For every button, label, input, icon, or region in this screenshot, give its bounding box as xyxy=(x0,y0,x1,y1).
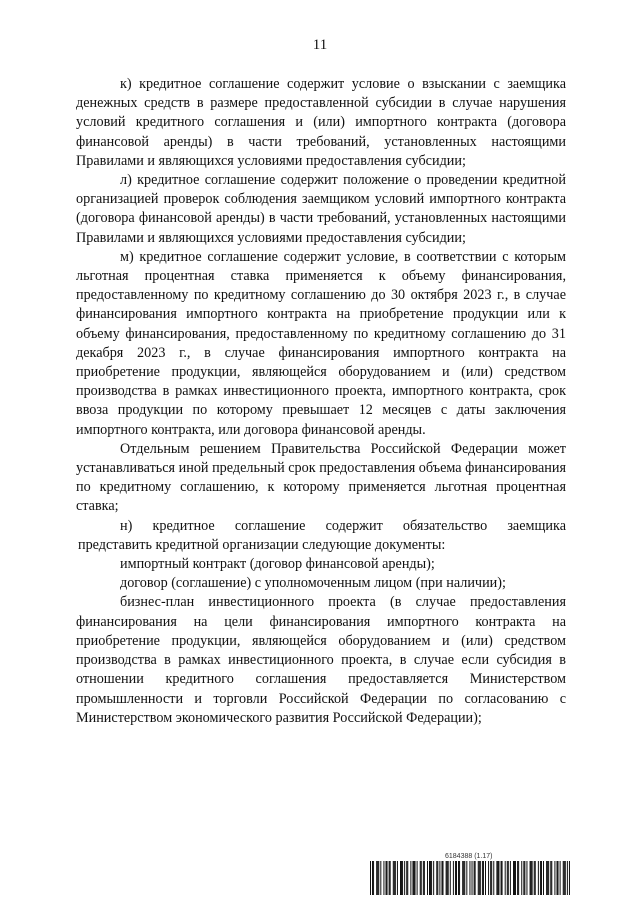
barcode-bar xyxy=(551,861,552,895)
barcode-bar xyxy=(543,861,544,895)
barcode-bar xyxy=(474,861,475,895)
list-item-business-plan: бизнес-план инвестиционного проекта (в случае предоставления финансирования на цели финансирования импортного контракта на приобретение продукции, являющейся оборудованием и (или) средством производства в рамках инвестиционного проекта, в случае если субсидия в отношении кредитного соглашения предоставляется Министерством промышленности и торговли Российской Федерации по согласованию с Министерством экономического развития Российской Федерации); xyxy=(76,594,566,726)
paragraph-m: м) кредитное соглашение содержит условие, в соответствии с которым льготная процентная ставка применяется к объему финансирования, предоставленному по кредитному соглашению до 30 октября 2023 г., в случае финансирования импортного контракта на приобретение продукции или к объему финансирования, предоставленному по кредитному соглашению до 31 декабря 2023 г., в случае финансирования импортного контракта на приобретение продукции, являющейся оборудованием и (или) средством производства в рамках инвестиционного проекта, импортного контракта, срок ввоза продукции по которому превышает 12 месяцев с даты заключения импортного контракта, или договора финансовой аренды. xyxy=(76,248,566,438)
barcode-code: 6184388 (1.17) xyxy=(445,853,493,860)
barcode-bar xyxy=(389,861,390,895)
paragraph-k: к) кредитное соглашение содержит условие о взыскании с заемщика денежных средств в размере предоставленной субсидии в случае нарушения условий кредитного соглашения и (или) импортного контракта (договора финансовой аренды) в части требований, установленных настоящими Правилами и являющихся условиями предоставления субсидии; xyxy=(76,76,566,169)
barcode-bar xyxy=(472,861,473,895)
barcode-bar xyxy=(535,861,536,895)
barcode-bar xyxy=(550,861,551,895)
barcode-bar xyxy=(540,861,541,895)
page-number: 11 xyxy=(312,37,328,53)
barcode-bar xyxy=(421,861,422,895)
barcode-bar xyxy=(498,861,499,895)
barcode-bar xyxy=(458,861,459,895)
barcode-bar xyxy=(463,861,464,895)
barcode-bar xyxy=(415,861,416,895)
barcode-bar xyxy=(459,861,460,895)
barcode-bar xyxy=(437,861,438,895)
paragraph-l: л) кредитное соглашение содержит положение о проведении кредитной организацией проверок соблюдения заемщиком условий импортного контракта (договора финансовой аренды) в части требований, установленных настоящими Правилами и являющихся условиями предоставления субсидии; xyxy=(76,172,566,246)
barcode-bar xyxy=(518,861,519,895)
barcode-bar xyxy=(564,861,565,895)
barcode-bar xyxy=(505,861,506,895)
barcode-bar xyxy=(443,861,444,895)
barcode-bar xyxy=(401,861,402,895)
barcode-bar xyxy=(513,861,514,895)
barcode-bar xyxy=(558,861,559,895)
barcode-bar xyxy=(569,861,570,895)
barcode-bar xyxy=(560,861,561,895)
barcode-bar xyxy=(563,861,564,895)
barcode-bar xyxy=(475,861,476,895)
barcode-bar xyxy=(565,861,566,895)
barcode-bar xyxy=(482,861,483,895)
barcode-bar xyxy=(406,861,407,895)
barcode-bar xyxy=(469,861,470,895)
barcode-bar xyxy=(414,861,415,895)
barcode-bar xyxy=(488,861,489,895)
barcode-bar xyxy=(517,861,518,895)
barcode-bar xyxy=(493,861,494,895)
barcode-bar xyxy=(372,861,373,895)
barcode-bar xyxy=(407,861,408,895)
barcode-bar xyxy=(523,861,524,895)
barcode-bar xyxy=(479,861,480,895)
barcode-image xyxy=(370,861,570,895)
paragraph-n-continued: представить кредитной организации следующие документы: xyxy=(78,536,446,553)
barcode-bar xyxy=(532,861,533,895)
barcode-bar xyxy=(547,861,548,895)
barcode-bar xyxy=(507,861,508,895)
list-item-import-contract: импортный контракт (договор финансовой аренды); xyxy=(120,556,435,573)
barcode-bar xyxy=(462,861,463,895)
barcode-bar xyxy=(480,861,481,895)
barcode-bar xyxy=(448,861,449,895)
barcode-bar xyxy=(370,861,371,895)
barcode-bar xyxy=(387,861,388,895)
barcode-bar xyxy=(508,861,509,895)
barcode-bar xyxy=(478,861,479,895)
barcode-bar xyxy=(546,861,547,895)
barcode-bar xyxy=(417,861,418,895)
barcode-bar xyxy=(446,861,447,895)
barcode-bar xyxy=(386,861,387,895)
paragraph-government-decision: Отдельным решением Правительства Российской Федерации может устанавливаться иной предельный срок предоставления объема финансирования по кредитному соглашению, к которому применяется льготная процентная ставка; xyxy=(76,440,566,515)
barcode-bar xyxy=(514,861,515,895)
barcode-bar xyxy=(501,861,502,895)
barcode-bar xyxy=(412,861,413,895)
barcode-bar xyxy=(397,861,398,895)
barcode-bar xyxy=(450,861,451,895)
barcode-bar xyxy=(402,861,403,895)
barcode-bar xyxy=(377,861,378,895)
list-item-agreement: договор (соглашение) с уполномоченным лицом (при наличии); xyxy=(120,575,506,592)
barcode-bar xyxy=(394,861,395,895)
barcode-bar xyxy=(439,861,440,895)
barcode-bar xyxy=(436,861,437,895)
barcode-bar xyxy=(554,861,555,895)
barcode-bar xyxy=(510,861,511,895)
barcode-bar xyxy=(455,861,456,895)
barcode-bar xyxy=(483,861,484,895)
barcode-bar xyxy=(497,861,498,895)
barcode-bar xyxy=(456,861,457,895)
barcode-bar xyxy=(380,861,381,895)
barcode-bar xyxy=(383,861,384,895)
barcode-bar xyxy=(491,861,492,895)
barcode-bar xyxy=(490,861,491,895)
barcode-bar xyxy=(393,861,394,895)
barcode-bar xyxy=(423,861,424,895)
barcode-bar xyxy=(427,861,428,895)
barcode-bar xyxy=(524,861,525,895)
barcode-bar xyxy=(447,861,448,895)
barcode-bar xyxy=(567,861,568,895)
barcode-bar xyxy=(485,861,486,895)
barcode-bar xyxy=(420,861,421,895)
barcode-bar xyxy=(531,861,532,895)
barcode-bar xyxy=(404,861,405,895)
barcode-bar xyxy=(430,861,431,895)
barcode-bar xyxy=(431,861,432,895)
barcode-bar xyxy=(534,861,535,895)
paragraph-n: н) кредитное соглашение содержит обязательство заемщика xyxy=(120,517,566,534)
barcode-bar xyxy=(395,861,396,895)
barcode-bar xyxy=(424,861,425,895)
barcode-bar xyxy=(376,861,377,895)
barcode-bar xyxy=(442,861,443,895)
barcode-bar xyxy=(464,861,465,895)
barcode-bar xyxy=(502,861,503,895)
barcode-bar xyxy=(541,861,542,895)
barcode-bar xyxy=(515,861,516,895)
barcode-bar xyxy=(548,861,549,895)
barcode-bar xyxy=(429,861,430,895)
barcode-bar xyxy=(466,861,467,895)
barcode-bar xyxy=(526,861,527,895)
barcode-bar xyxy=(530,861,531,895)
barcode-bar xyxy=(453,861,454,895)
barcode-bar xyxy=(557,861,558,895)
barcode-bar xyxy=(538,861,539,895)
barcode-bar xyxy=(433,861,434,895)
barcode-bar xyxy=(373,861,374,895)
barcode-bar xyxy=(400,861,401,895)
barcode-bar xyxy=(521,861,522,895)
barcode-bar xyxy=(378,861,379,895)
document-body xyxy=(76,75,566,728)
barcode-bar xyxy=(410,861,411,895)
barcode-bar xyxy=(390,861,391,895)
barcode-bar xyxy=(496,861,497,895)
